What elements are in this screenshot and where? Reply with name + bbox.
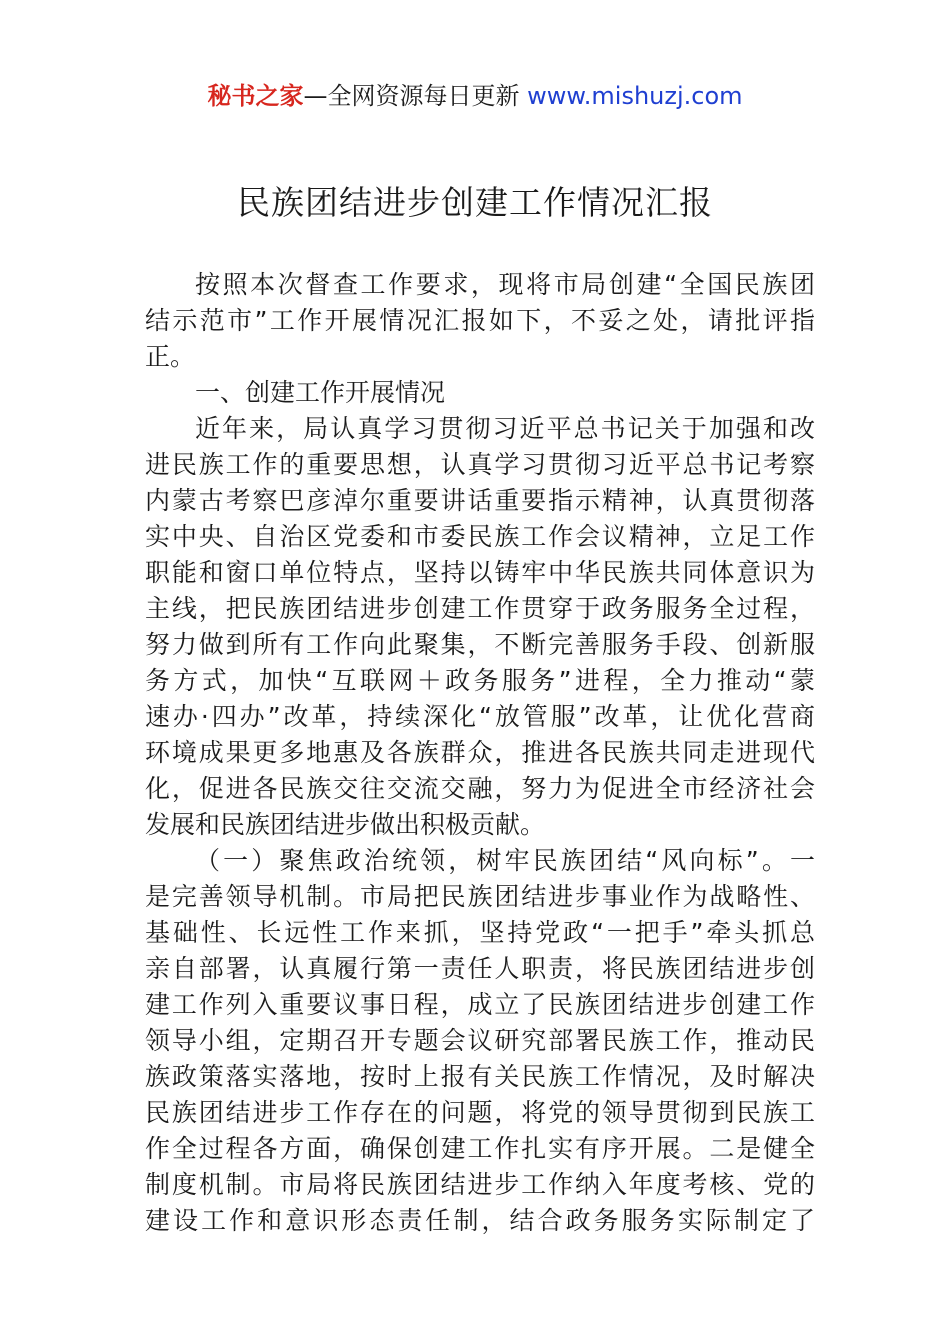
text-line: 发展和民族团结进步做出积极贡献。 bbox=[145, 810, 546, 839]
text-line: 结示范市”工作开展情况汇报如下，不妥之处，请批评指 bbox=[145, 306, 815, 335]
document-title: 民族团结进步创建工作情况汇报 bbox=[237, 183, 713, 222]
text-line: 亲自部署，认真履行第一责任人职责，将民族团结进步创 bbox=[145, 954, 815, 983]
text-line: 努力做到所有工作向此聚集，不断完善服务手段、创新服 bbox=[145, 630, 815, 659]
text-line: 正。 bbox=[145, 342, 196, 371]
text-line: 是完善领导机制。市局把民族团结进步事业作为战略性、 bbox=[145, 882, 815, 911]
site-header bbox=[0, 78, 950, 114]
text-line: 近年来，局认真学习贯彻习近平总书记关于加强和改 bbox=[195, 414, 815, 443]
text-line: 制度机制。市局将民族团结进步工作纳入年度考核、党的 bbox=[145, 1170, 815, 1199]
text-line: 按照本次督查工作要求，现将市局创建“全国民族团 bbox=[195, 270, 815, 299]
brand-name: 秘书之家 bbox=[207, 82, 304, 110]
header-tagline: —全网资源每日更新 bbox=[303, 82, 528, 110]
text-line: 族政策落实落地，按时上报有关民族工作情况，及时解决 bbox=[145, 1062, 815, 1091]
text-line: 速办·四办”改革，持续深化“放管服”改革，让优化营商 bbox=[145, 702, 815, 731]
text-line: 化，促进各民族交往交流交融，努力为促进全市经济社会 bbox=[145, 774, 815, 803]
text-line: 环境成果更多地惠及各族群众，推进各民族共同走进现代 bbox=[145, 738, 815, 767]
site-url-link[interactable]: www.mishuzj.com bbox=[527, 82, 743, 110]
text-line: （一）聚焦政治统领，树牢民族团结“风向标”。一 bbox=[195, 846, 815, 875]
text-line: 建工作列入重要议事日程，成立了民族团结进步创建工作 bbox=[145, 990, 815, 1019]
text-line: 基础性、长远性工作来抓，坚持党政“一把手”牵头抓总 bbox=[145, 918, 815, 947]
text-line: 作全过程各方面，确保创建工作扎实有序开展。二是健全 bbox=[145, 1134, 815, 1163]
text-line: 内蒙古考察巴彦淖尔重要讲话重要指示精神，认真贯彻落 bbox=[145, 486, 815, 515]
text-line: 建设工作和意识形态责任制，结合政务服务实际制定了 bbox=[145, 1206, 815, 1235]
text-line: 进民族工作的重要思想，认真学习贯彻习近平总书记考察 bbox=[145, 450, 815, 479]
document-body bbox=[145, 267, 815, 1239]
text-line: 实中央、自治区党委和市委民族工作会议精神，立足工作 bbox=[145, 522, 815, 551]
text-line: 职能和窗口单位特点，坚持以铸牢中华民族共同体意识为 bbox=[145, 558, 815, 587]
text-line: 领导小组，定期召开专题会议研究部署民族工作，推动民 bbox=[145, 1026, 815, 1055]
text-line: 务方式，加快“互联网＋政务服务”进程，全力推动“蒙 bbox=[145, 666, 815, 695]
text-line: 一、创建工作开展情况 bbox=[195, 378, 446, 407]
text-line: 主线，把民族团结进步创建工作贯穿于政务服务全过程， bbox=[145, 594, 815, 623]
text-line: 民族团结进步工作存在的问题，将党的领导贯彻到民族工 bbox=[145, 1098, 815, 1127]
